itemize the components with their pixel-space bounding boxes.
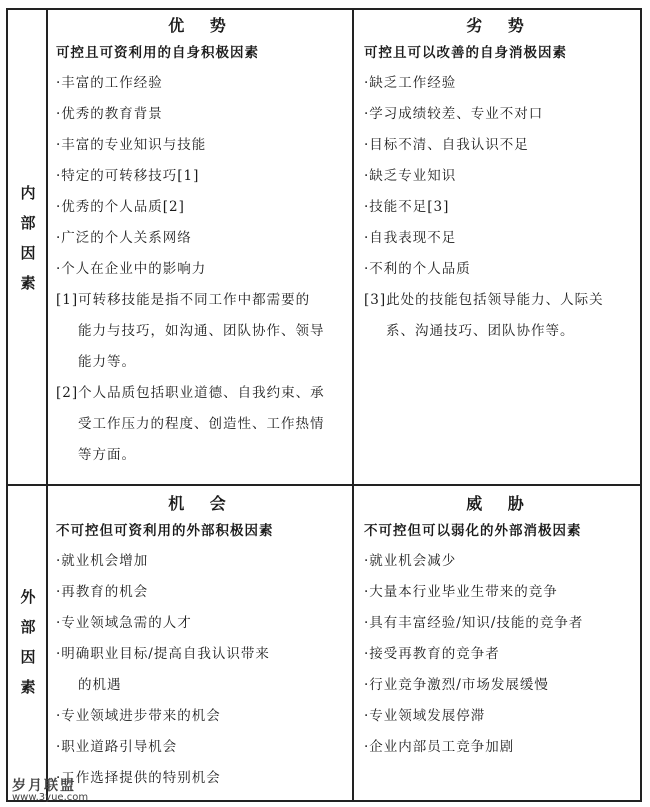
threat-item: ·具有丰富经验/知识/技能的竞争者 [364, 615, 584, 631]
footnote-line: 能力等。 [78, 354, 136, 370]
weakness-footnote [364, 285, 636, 347]
external-label-char: 外 [20, 588, 36, 606]
opportunity-item: ·职业道路引导机会 [56, 739, 178, 755]
site-watermark [12, 778, 89, 803]
weaknesses-quadrant [364, 14, 636, 347]
internal-label-char: 部 [20, 214, 36, 232]
opportunity-item: ·再教育的机会 [56, 584, 149, 600]
internal-label-char: 因 [20, 244, 36, 262]
strength-item: ·丰富的专业知识与技能 [56, 137, 207, 153]
center-column-divider [352, 8, 354, 802]
footnote-line: [1]可转移技能是指不同工作中都需要的 [56, 292, 311, 308]
weakness-item: ·目标不清、自我认识不足 [364, 137, 529, 153]
internal-label-char: 素 [20, 274, 36, 292]
external-label-char: 素 [20, 678, 36, 696]
weaknesses-subtitle: 可控且可以改善的自身消极因素 [364, 45, 567, 61]
opportunity-item-continued: 的机遇 [78, 677, 122, 693]
internal-label-char: 内 [20, 184, 36, 202]
strength-footnote [56, 378, 348, 471]
weakness-item: ·不利的个人品质 [364, 261, 471, 277]
watermark-title: 岁月联盟 [12, 778, 76, 794]
threat-item: ·专业领域发展停滞 [364, 708, 486, 724]
external-label-char: 因 [20, 648, 36, 666]
strength-item: ·优秀的个人品质[2] [56, 199, 185, 215]
strengths-quadrant [56, 14, 348, 471]
footnote-line: 等方面。 [78, 447, 136, 463]
footnote-line: [2]个人品质包括职业道德、自我约束、承 [56, 385, 325, 401]
strengths-title: 优 势 [168, 16, 236, 35]
threat-item: ·接受再教育的竞争者 [364, 646, 500, 662]
footnote-line: [3]此处的技能包括领导能力、人际关 [364, 292, 604, 308]
threats-subtitle: 不可控但可以弱化的外部消极因素 [364, 523, 582, 539]
strength-item: ·广泛的个人关系网络 [56, 230, 192, 246]
opportunity-item: ·工作选择提供的特别机会 [56, 770, 221, 786]
row-divider [6, 484, 642, 486]
strengths-subtitle: 可控且可资利用的自身积极因素 [56, 45, 259, 61]
external-label-char: 部 [20, 618, 36, 636]
weakness-item: ·技能不足[3] [364, 199, 450, 215]
opportunities-quadrant [56, 492, 348, 794]
footnote-line: 系、沟通技巧、团队协作等。 [386, 323, 575, 339]
opportunity-item: ·专业领域急需的人才 [56, 615, 192, 631]
weaknesses-title: 劣 势 [466, 16, 534, 35]
strength-footnote [56, 285, 348, 378]
threat-item: ·企业内部员工竞争加剧 [364, 739, 515, 755]
weakness-item: ·自我表现不足 [364, 230, 457, 246]
opportunity-item: ·明确职业目标/提高自我认识带来 [56, 646, 270, 662]
weakness-item: ·缺乏专业知识 [364, 168, 457, 184]
opportunity-item: ·专业领域进步带来的机会 [56, 708, 221, 724]
threat-item: ·大量本行业毕业生带来的竞争 [364, 584, 558, 600]
strength-item: ·特定的可转移技巧[1] [56, 168, 200, 184]
strength-item: ·个人在企业中的影响力 [56, 261, 207, 277]
internal-factors-label [8, 178, 48, 298]
threat-item: ·就业机会减少 [364, 553, 457, 569]
threats-title: 威 胁 [466, 494, 534, 513]
footnote-line: 受工作压力的程度、创造性、工作热情 [78, 416, 325, 432]
strength-item: ·优秀的教育背景 [56, 106, 163, 122]
opportunities-subtitle: 不可控但可资利用的外部积极因素 [56, 523, 274, 539]
threat-item: ·行业竞争激烈/市场发展缓慢 [364, 677, 549, 693]
strength-item: ·丰富的工作经验 [56, 75, 163, 91]
opportunities-title: 机 会 [168, 494, 236, 513]
external-factors-label [8, 582, 48, 702]
weakness-item: ·缺乏工作经验 [364, 75, 457, 91]
watermark-url: www.3yue.com [12, 792, 89, 803]
footnote-line: 能力与技巧，如沟通、团队协作、领导 [78, 323, 325, 339]
weakness-item: ·学习成绩较差、专业不对口 [364, 106, 544, 122]
threats-quadrant [364, 492, 636, 763]
opportunity-item: ·就业机会增加 [56, 553, 149, 569]
